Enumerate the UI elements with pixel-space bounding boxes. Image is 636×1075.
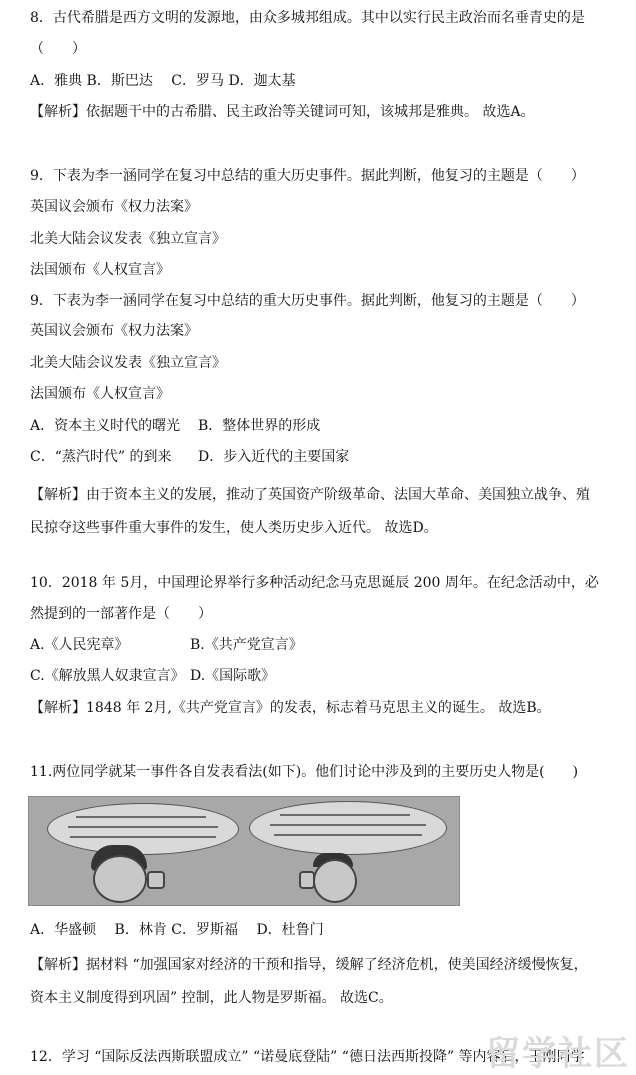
analysis-tag: 【解析】	[30, 700, 86, 716]
analysis-text: 据材料 “加强国家对经济的干预和指导，缓解了经济危机，使美国经济缓慢恢复，资本主义制度得到巩固” 控制，此人物是罗斯福。 故选C。	[30, 957, 588, 1006]
q10-options-row1	[30, 636, 303, 654]
q8-analysis	[30, 103, 535, 121]
q10-stem-line1: 10．2018 年 5月，中国理论界举行多种活动纪念马克思诞辰 200 周年。在纪念活动中，必	[30, 575, 599, 591]
speech-bubble-right	[249, 801, 447, 855]
q12-stem: 12．学习 “国际反法西斯联盟成立” “诺曼底登陆” “德日法西斯投降” 等内容后，王刚同学	[30, 1049, 585, 1065]
q9b-item1: 英国议会颁布《权力法案》	[30, 323, 198, 339]
q9b-option-a: A．资本主义时代的曙光	[30, 418, 181, 434]
q9b-option-b: B．整体世界的形成	[198, 418, 321, 434]
q9b-option-d: D．步入近代的主要国家	[198, 449, 350, 465]
analysis-tag: 【解析】	[30, 104, 86, 120]
q10-stem-line2: 然提到的一部著作是（ ）	[30, 606, 212, 622]
q9b-item3: 法国颁布《人权宣言》	[30, 386, 170, 402]
q9b-stem: 9．下表为李一涵同学在复习中总结的重大历史事件。据此判断，他复习的主题是（ ）	[30, 293, 585, 309]
analysis-tag: 【解析】	[30, 957, 86, 973]
cartoon-image	[28, 796, 460, 906]
speech-bubble-left	[47, 803, 239, 855]
q11-options: A．华盛顿 B．林肯 C．罗斯福 D．杜鲁门	[30, 922, 324, 938]
q9a-item1: 英国议会颁布《权力法案》	[30, 199, 198, 215]
q10-analysis	[30, 699, 551, 717]
q10-option-a: A.《人民宪章》	[30, 637, 129, 653]
watermark-logo: 留学社区	[486, 1034, 630, 1074]
q9a-stem: 9．下表为李一涵同学在复习中总结的重大历史事件。据此判断，他复习的主题是（ ）	[30, 168, 585, 184]
q10-option-b: B.《共产党宣言》	[190, 637, 303, 653]
q9a-item2: 北美大陆会议发表《独立宣言》	[30, 231, 226, 247]
q9b-item2: 北美大陆会议发表《独立宣言》	[30, 355, 226, 371]
q11-analysis	[30, 949, 596, 1015]
q8-options: A．雅典 B．斯巴达 C．罗马 D．迦太基	[30, 73, 296, 89]
q11-stem: 11.两位同学就某一事件各自发表看法(如下)。他们讨论中涉及到的主要历史人物是( )	[30, 764, 579, 780]
q10-option-c: C.《解放黑人奴隶宣言》	[30, 668, 185, 684]
q10-option-d: D.《国际歌》	[190, 668, 276, 684]
q9b-options-row1	[30, 417, 320, 435]
q8-stem-line2: （ ）	[30, 41, 86, 57]
q8-stem-line1: 8．古代希腊是西方文明的发源地，由众多城邦组成。其中以实行民主政治而名垂青史的是	[30, 10, 585, 26]
q9b-options-row2	[30, 448, 349, 466]
q9b-option-c: C．“蒸汽时代” 的到来	[30, 449, 172, 465]
student-left	[93, 855, 147, 903]
student-right	[313, 859, 357, 903]
q9b-analysis	[30, 479, 596, 545]
analysis-text: 1848 年 2月,《共产党宣言》的发表，标志着马克思主义的诞生。 故选B。	[86, 700, 551, 716]
analysis-tag: 【解析】	[30, 487, 86, 503]
q10-options-row2	[30, 667, 275, 685]
q9a-item3: 法国颁布《人权宣言》	[30, 262, 170, 278]
analysis-text: 由于资本主义的发展，推动了英国资产阶级革命、法国大革命、美国独立战争、殖民掠夺这些事件重大事件的发生，使人类历史步入近代。 故选D。	[30, 487, 590, 536]
analysis-text: 依据题干中的古希腊、民主政治等关键词可知，该城邦是雅典。 故选A。	[86, 104, 535, 120]
